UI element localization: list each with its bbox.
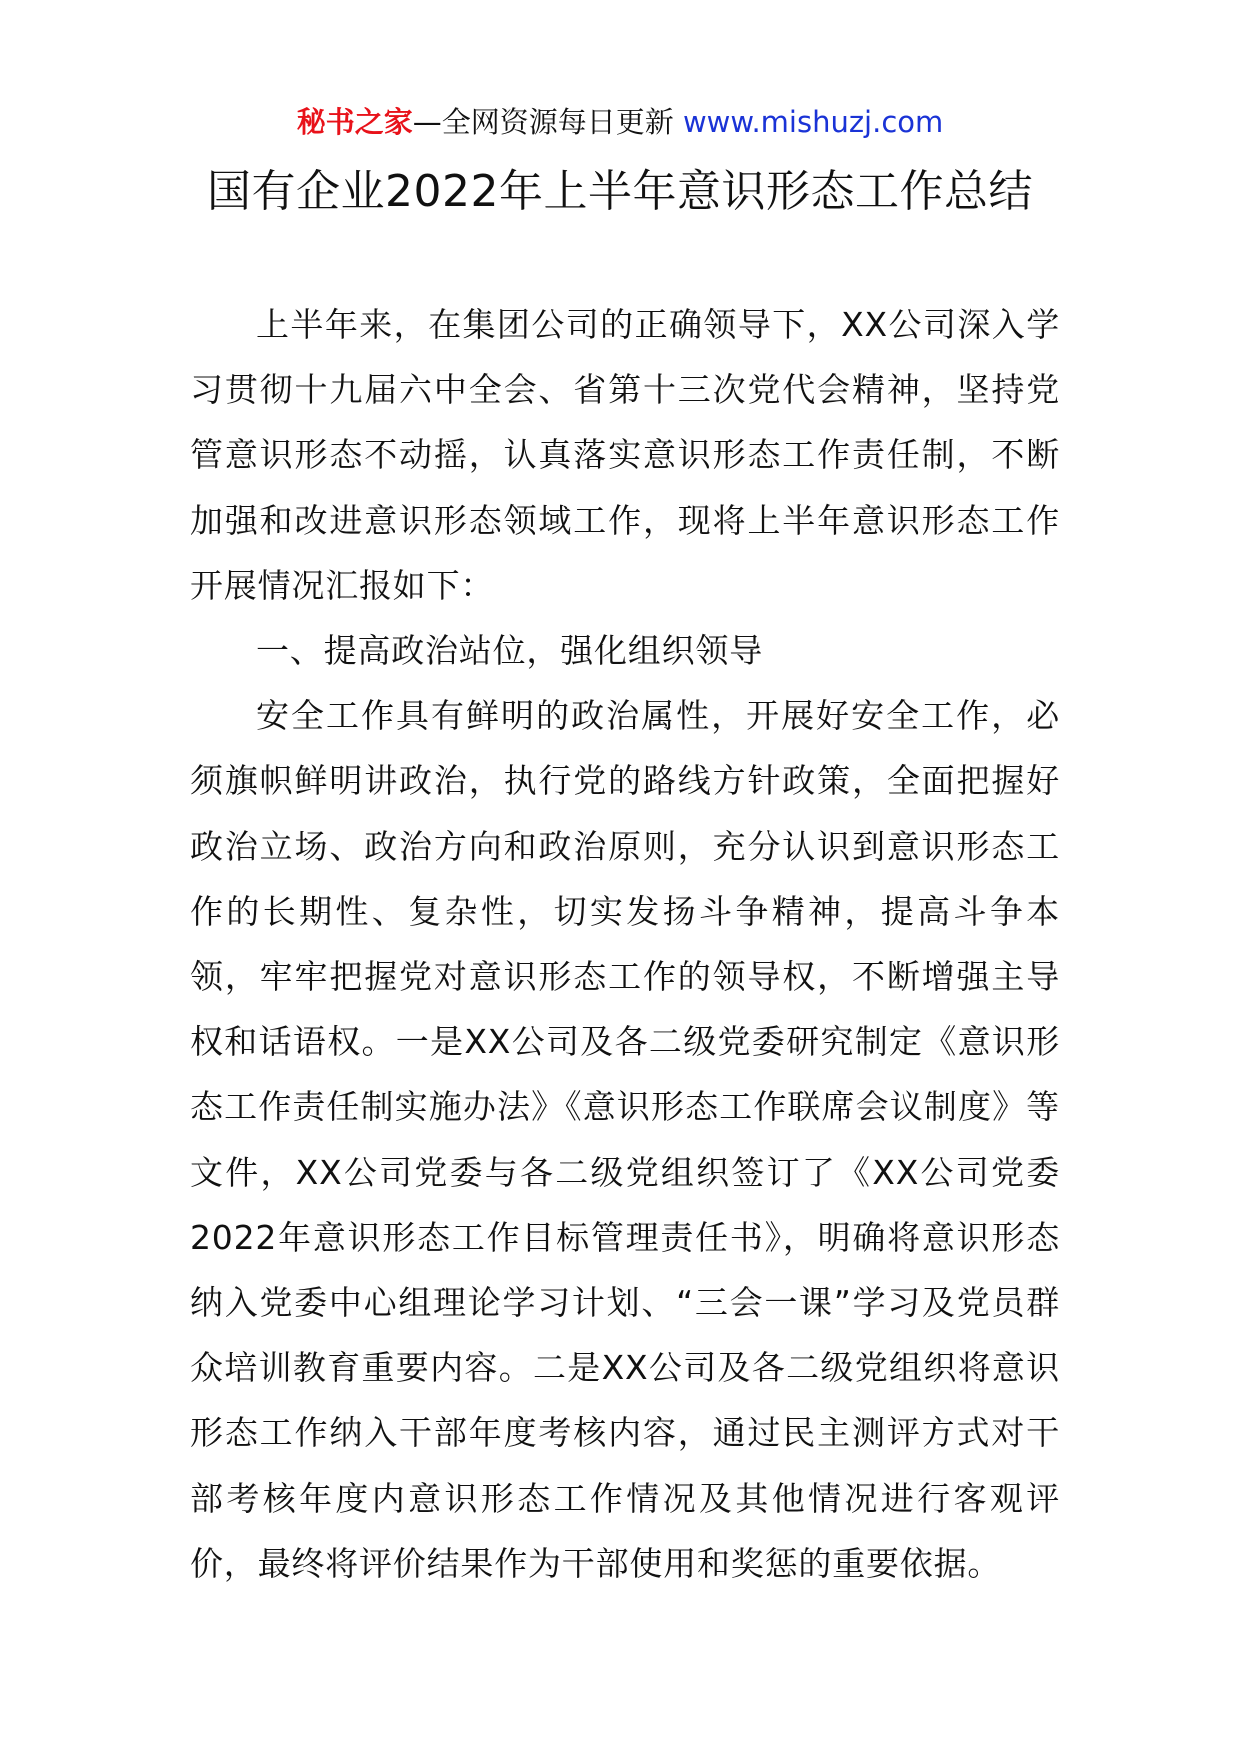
watermark-header bbox=[0, 102, 1240, 142]
document-body bbox=[190, 292, 1060, 1596]
document-title: 国有企业2022年上半年意识形态工作总结 bbox=[207, 166, 1033, 217]
body-paragraph: 安全工作具有鲜明的政治属性，开展好安全工作，必须旗帜鲜明讲政治，执行党的路线方针政策，全面把握好政治立场、政治方向和政治原则，充分认识到意识形态工作的长期性、复杂性，切实发扬斗争精神，提高斗争本领，牢牢把握党对意识形态工作的领导权，不断增强主导权和话语权。一是XX公司及各二级党委研究制定《意识形态工作责任制实施办法》《意识形态工作联席会议制度》等文件，XX公司党委与各二级党组织签订了《XX公司党委2022年意识形态工作目标管理责任书》，明确将意识形态纳入党委中心组理论学习计划、“三会一课”学习及党员群众培训教育重要内容。二是XX公司及各二级党组织将意识形态工作纳入干部年度考核内容，通过民主测评方式对干部考核年度内意识形态工作情况及其他情况进行客观评价，最终将评价结果作为干部使用和奖惩的重要依据。 bbox=[190, 696, 1060, 1583]
brand-slogan: —全网资源每日更新 bbox=[412, 105, 674, 139]
intro-paragraph: 上半年来，在集团公司的正确领导下，XX公司深入学习贯彻十九届六中全会、省第十三次党代会精神，坚持党管意识形态不动摇，认真落实意识形态工作责任制，不断加强和改进意识形态领域工作，现将上半年意识形态工作开展情况汇报如下： bbox=[190, 305, 1060, 605]
website-link[interactable]: www.mishuzj.com bbox=[682, 105, 944, 139]
brand-name: 秘书之家 bbox=[296, 105, 413, 139]
section-heading: 一、提高政治站位，强化组织领导 bbox=[256, 631, 763, 671]
